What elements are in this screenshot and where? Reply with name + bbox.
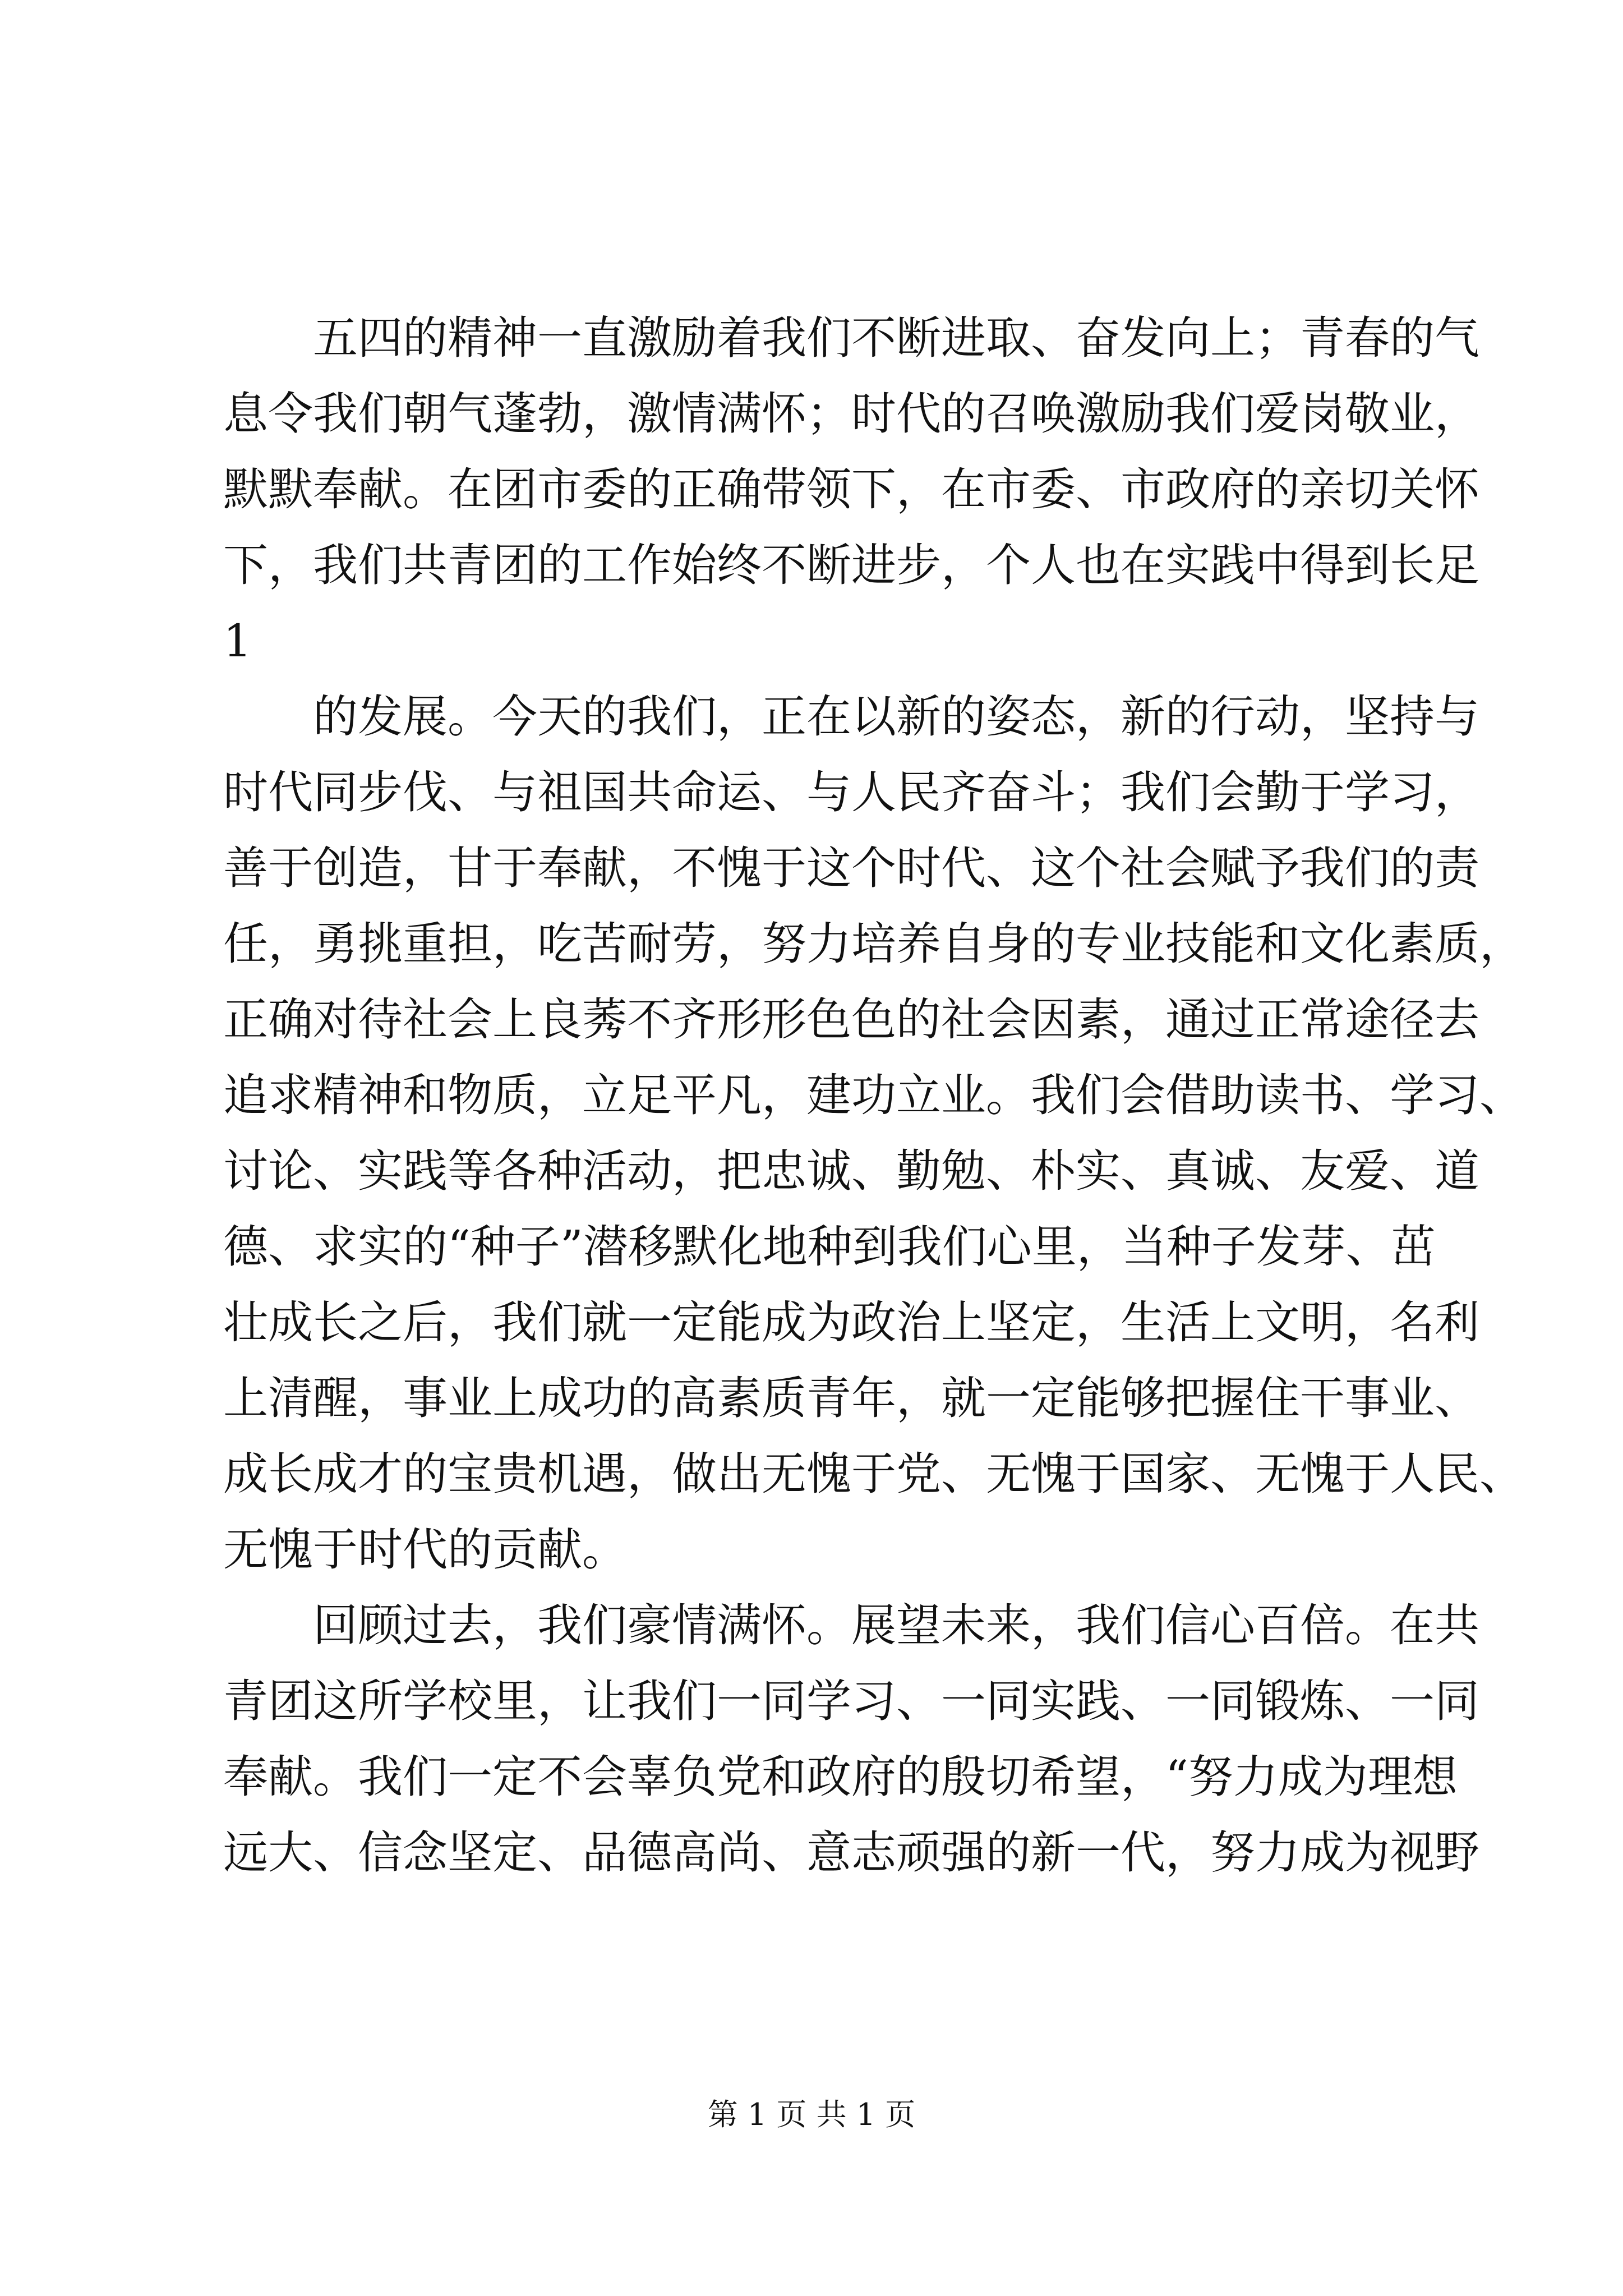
page-number-marker: 1 xyxy=(223,615,252,667)
paragraph-line: 默默奉献。在团市委的正确带领下，在市委、市政府的亲切关怀 xyxy=(223,463,1479,516)
paragraph-line: 青团这所学校里，让我们一同学习、一同实践、一同锻炼、一同 xyxy=(223,1675,1479,1727)
page-footer: 第 1 页 共 1 页 xyxy=(707,2097,916,2132)
paragraph-line: 回顾过去，我们豪情满怀。展望未来，我们信心百倍。在共 xyxy=(313,1599,1479,1651)
document-body xyxy=(223,300,1524,1890)
paragraph-line: 上清醒，事业上成功的高素质青年，就一定能够把握住干事业、 xyxy=(223,1372,1479,1424)
paragraph-line: 无愧于时代的贡献。 xyxy=(223,1524,627,1576)
paragraph-line: 善于创造，甘于奉献，不愧于这个时代、这个社会赋予我们的责 xyxy=(223,842,1479,894)
paragraph-line: 德、求实的“种子”潜移默化地种到我们心里，当种子发芽、茁 xyxy=(223,1221,1436,1273)
paragraph-line: 远大、信念坚定、品德高尚、意志顽强的新一代，努力成为视野 xyxy=(223,1826,1479,1879)
paragraph-line: 讨论、实践等各种活动，把忠诚、勤勉、朴实、真诚、友爱、道 xyxy=(223,1145,1479,1197)
paragraph-line: 正确对待社会上良莠不齐形形色色的社会因素，通过正常途径去 xyxy=(223,993,1479,1046)
paragraph-line: 壮成长之后，我们就一定能成为政治上坚定，生活上文明，名利 xyxy=(223,1296,1479,1349)
paragraph-line: 的发展。今天的我们，正在以新的姿态，新的行动，坚持与 xyxy=(313,691,1479,743)
paragraph-line: 成长成才的宝贵机遇，做出无愧于党、无愧于国家、无愧于人民、 xyxy=(223,1448,1524,1500)
paragraph-line: 息令我们朝气蓬勃，激情满怀；时代的召唤激励我们爱岗敬业， xyxy=(223,388,1479,440)
paragraph-line: 下，我们共青团的工作始终不断进步，个人也在实践中得到长足 xyxy=(223,539,1479,591)
paragraph-line: 追求精神和物质，立足平凡，建功立业。我们会借助读书、学习、 xyxy=(223,1069,1524,1121)
paragraph-line: 任，勇挑重担，吃苦耐劳，努力培养自身的专业技能和文化素质， xyxy=(223,918,1524,970)
paragraph-line: 五四的精神一直激励着我们不断进取、奋发向上；青春的气 xyxy=(313,312,1479,364)
paragraph-line: 奉献。我们一定不会辜负党和政府的殷切希望，“努力成为理想 xyxy=(223,1751,1458,1803)
paragraph-line: 时代同步伐、与祖国共命运、与人民齐奋斗；我们会勤于学习， xyxy=(223,766,1479,818)
